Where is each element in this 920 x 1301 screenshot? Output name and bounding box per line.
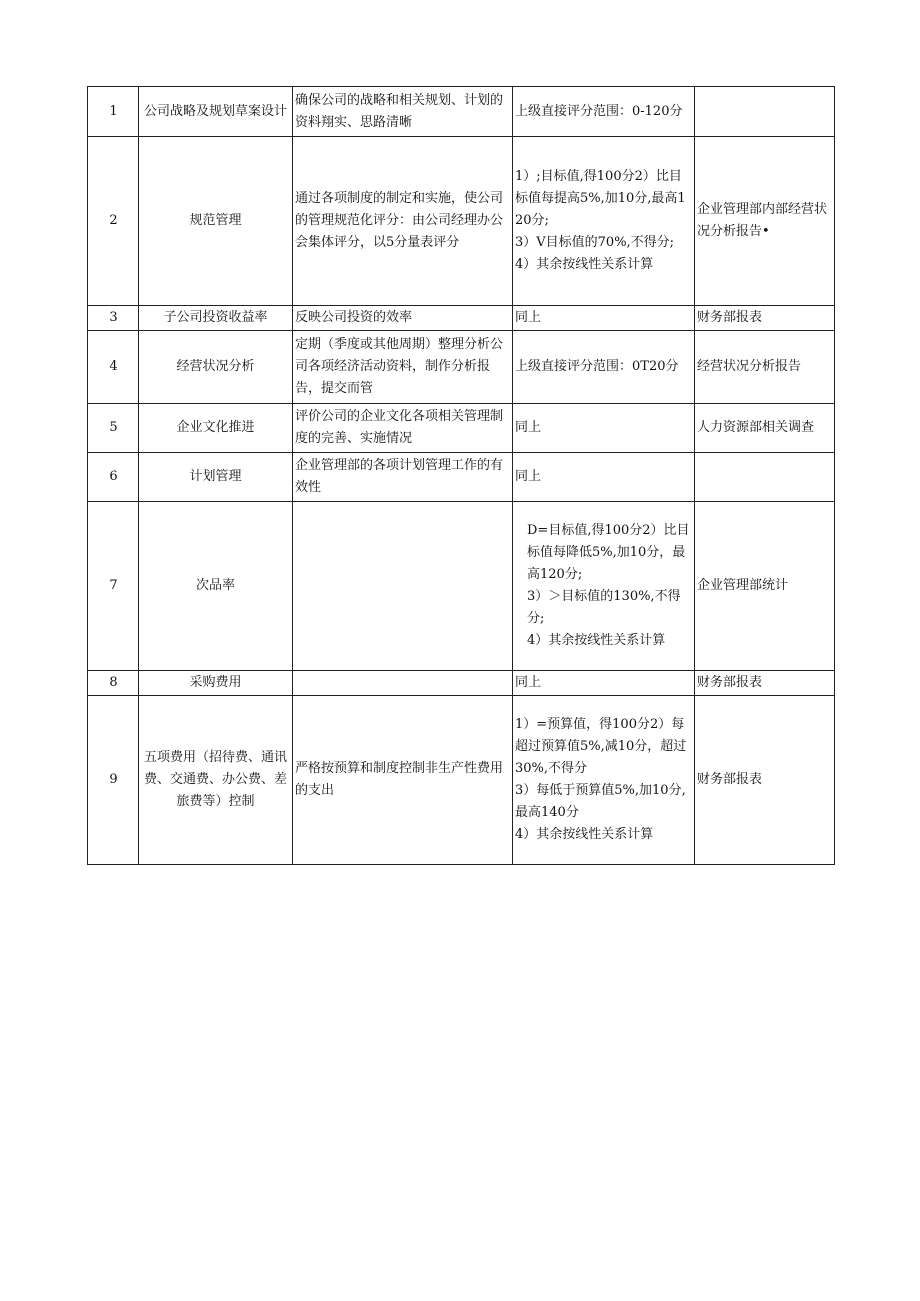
kpi-description: 定期（季度或其他周期）整理分析公司各项经济活动资料，制作分析报告，提交而管 — [293, 331, 513, 404]
row-number: 8 — [88, 671, 139, 696]
kpi-description: 反映公司投资的效率 — [293, 306, 513, 331]
table-row — [88, 453, 835, 502]
kpi-scoring-method: D=目标值,得100分2）比目标值每降低5%,加10分，最高120分; 3）＞目标值的130%,不得分; 4）其余按线性关系计算 — [513, 502, 695, 671]
table-row — [88, 306, 835, 331]
kpi-description: 企业管理部的各项计划管理工作的有效性 — [293, 453, 513, 502]
row-number: 7 — [88, 502, 139, 671]
row-number: 4 — [88, 331, 139, 404]
kpi-item-name: 次品率 — [139, 502, 293, 671]
table-row — [88, 502, 835, 671]
kpi-scoring-method: 同上 — [513, 453, 695, 502]
kpi-item-name: 公司战略及规划草案设计 — [139, 87, 293, 137]
kpi-description — [293, 671, 513, 696]
kpi-item-name: 五项费用（招待费、通讯费、交通费、办公费、差旅费等）控制 — [139, 696, 293, 865]
table-row — [88, 696, 835, 865]
kpi-data-source: 财务部报表 — [695, 696, 835, 865]
kpi-scoring-method: 同上 — [513, 306, 695, 331]
kpi-scoring-method: 上级直接评分范围：0T20分 — [513, 331, 695, 404]
kpi-scoring-method: 同上 — [513, 404, 695, 453]
kpi-scoring-method: 同上 — [513, 671, 695, 696]
kpi-description: 通过各项制度的制定和实施，使公司的管理规范化评分：由公司经理办公会集体评分，以5分量表评分 — [293, 137, 513, 306]
kpi-data-source: 财务部报表 — [695, 306, 835, 331]
row-number: 9 — [88, 696, 139, 865]
kpi-item-name: 企业文化推进 — [139, 404, 293, 453]
kpi-scoring-method: 1）=预算值，得100分2）每超过预算值5%,减10分，超过30%,不得分 3）每低于预算值5%,加10分,最高140分 4）其余按线性关系计算 — [513, 696, 695, 865]
kpi-item-name: 计划管理 — [139, 453, 293, 502]
table-row — [88, 137, 835, 306]
row-number: 3 — [88, 306, 139, 331]
kpi-data-source — [695, 87, 835, 137]
table-row — [88, 671, 835, 696]
kpi-data-source: 人力资源部相关调查 — [695, 404, 835, 453]
kpi-scoring-method: 1）;目标值,得100分2）比目标值每提高5%,加10分,最高120分; 3）V目标值的70%,不得分; 4）其余按线性关系计算 — [513, 137, 695, 306]
kpi-data-source: 企业管理部统计 — [695, 502, 835, 671]
kpi-item-name: 采购费用 — [139, 671, 293, 696]
kpi-item-name: 子公司投资收益率 — [139, 306, 293, 331]
kpi-description — [293, 502, 513, 671]
kpi-table — [87, 86, 835, 865]
row-number: 1 — [88, 87, 139, 137]
kpi-scoring-method: 上级直接评分范围：0-120分 — [513, 87, 695, 137]
kpi-data-source: 企业管理部内部经营状况分析报告• — [695, 137, 835, 306]
kpi-data-source — [695, 453, 835, 502]
kpi-item-name: 规范管理 — [139, 137, 293, 306]
kpi-data-source: 经营状况分析报告 — [695, 331, 835, 404]
kpi-item-name: 经营状况分析 — [139, 331, 293, 404]
row-number: 6 — [88, 453, 139, 502]
row-number: 5 — [88, 404, 139, 453]
kpi-description: 严格按预算和制度控制非生产性费用的支出 — [293, 696, 513, 865]
table-row — [88, 87, 835, 137]
kpi-data-source: 财务部报表 — [695, 671, 835, 696]
kpi-description: 评价公司的企业文化各项相关管理制度的完善、实施情况 — [293, 404, 513, 453]
table-row — [88, 331, 835, 404]
table-row — [88, 404, 835, 453]
row-number: 2 — [88, 137, 139, 306]
kpi-description: 确保公司的战略和相关规划、计划的资料翔实、思路清晰 — [293, 87, 513, 137]
